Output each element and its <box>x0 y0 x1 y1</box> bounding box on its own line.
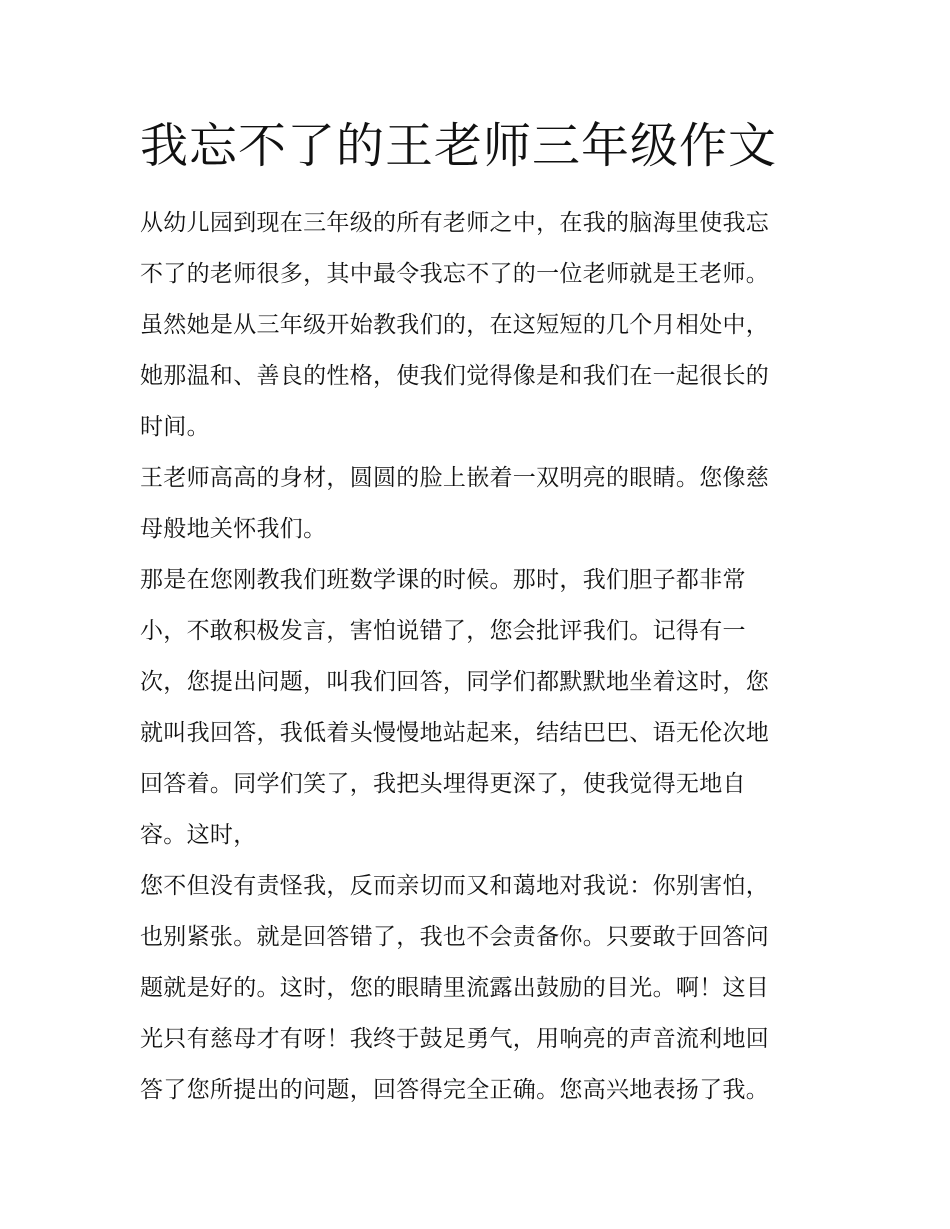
text-line: 虽然她是从三年级开始教我们的，在这短短的几个月相处中， <box>140 312 770 338</box>
text-line: 光只有慈母才有呀！我终于鼓足勇气，用响亮的声音流利地回 <box>140 1026 770 1052</box>
text-line: 回答着。同学们笑了，我把头埋得更深了，使我觉得无地自 <box>140 771 746 797</box>
text-line: 从幼儿园到现在三年级的所有老师之中，在我的脑海里使我忘 <box>140 210 770 236</box>
text-line: 容。这时， <box>140 822 257 848</box>
text-line: 您不但没有责怪我，反而亲切而又和蔼地对我说：你别害怕， <box>140 873 770 899</box>
document-body <box>140 198 820 1116</box>
text-line: 小，不敢积极发言，害怕说错了，您会批评我们。记得有一 <box>140 618 746 644</box>
text-line: 就叫我回答，我低着头慢慢地站起来，结结巴巴、语无伦次地 <box>140 720 770 746</box>
text-line: 母般地关怀我们。 <box>140 516 327 542</box>
text-line: 王老师高高的身材，圆圆的脸上嵌着一双明亮的眼睛。您像慈 <box>140 465 770 491</box>
text-line: 也别紧张。就是回答错了，我也不会责备你。只要敢于回答问 <box>140 924 770 950</box>
text-line: 不了的老师很多，其中最令我忘不了的一位老师就是王老师。 <box>140 261 770 287</box>
text-line: 次，您提出问题，叫我们回答，同学们都默默地坐着这时，您 <box>140 669 770 695</box>
text-line: 题就是好的。这时，您的眼睛里流露出鼓励的目光。啊！这目 <box>140 975 770 1001</box>
text-line: 答了您所提出的问题，回答得完全正确。您高兴地表扬了我。 <box>140 1077 770 1103</box>
document-title: 我忘不了的王老师三年级作文 <box>140 118 778 174</box>
text-line: 那是在您刚教我们班数学课的时候。那时，我们胆子都非常 <box>140 567 746 593</box>
text-line: 她那温和、善良的性格，使我们觉得像是和我们在一起很长的 <box>140 363 770 389</box>
text-line: 时间。 <box>140 414 210 440</box>
